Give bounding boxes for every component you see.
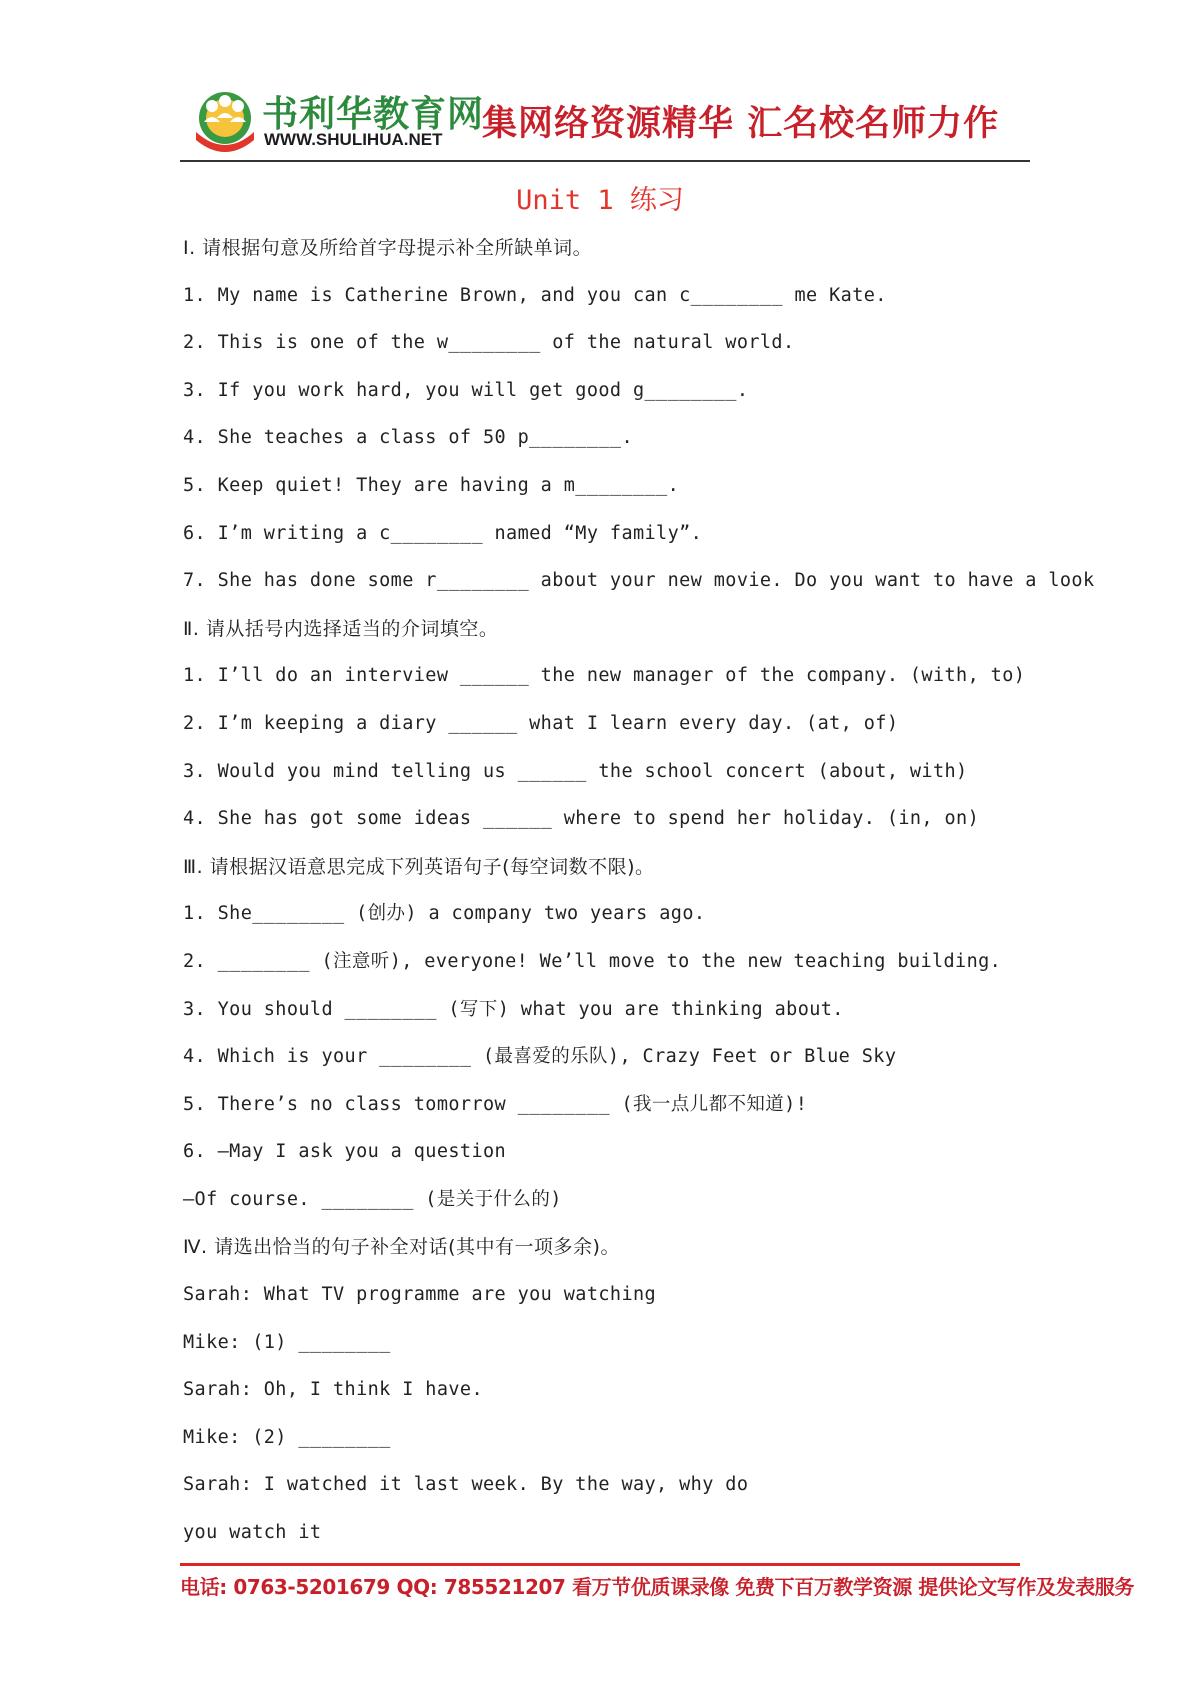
exercise-line: 7. She has done some r________ about your new movie. Do you want to have a look [183,570,1095,592]
section-heading: Ⅲ. 请根据汉语意思完成下列英语句子(每空词数不限)。 [183,855,655,878]
exercise-line: 1. I’ll do an interview ______ the new manager of the company. (with, to) [183,665,1026,687]
page-title: Unit 1 练习 [516,185,684,216]
logo-chinese-name: 书利华教育网 [262,94,485,135]
exercise-line: 6. —May I ask you a question [183,1141,507,1163]
logo-people-icon [190,88,260,152]
section-heading: Ⅱ. 请从括号内选择适当的介词填空。 [183,617,499,640]
header-banner [180,84,1030,160]
footer-divider [180,1563,1020,1566]
exercise-line: 6. I’m writing a c________ named “My family”. [183,522,703,544]
header-slogan: 集网络资源精华 汇名校名师力作 [482,104,1000,144]
exercise-line: 1. She________ (创办) a company two years ago. [183,903,706,925]
exercise-line: 4. Which is your ________ (最喜爱的乐队), Crazy Feet or Blue Sky [183,1046,897,1068]
exercise-line: 4. She has got some ideas ______ where to spend her holiday. (in, on) [183,808,980,830]
section-heading: Ⅳ. 请选出恰当的句子补全对话(其中有一项多余)。 [183,1236,620,1259]
header-divider [180,160,1030,162]
dialogue-line: Sarah: I watched it last week. By the way, why do [183,1474,749,1496]
exercise-line: 2. I’m keeping a diary ______ what I learn every day. (at, of) [183,712,899,734]
exercise-line: 3. If you work hard, you will get good g________. [183,379,749,401]
exercise-line: 3. Would you mind telling us ______ the school concert (about, with) [183,760,968,782]
dialogue-line: Sarah: Oh, I think I have. [183,1379,483,1401]
exercise-content [183,231,1095,1564]
dialogue-line: Sarah: What TV programme are you watching [183,1284,657,1306]
exercise-line: 2. This is one of the w________ of the natural world. [183,332,795,354]
exercise-line: —Of course. ________ (是关于什么的) [183,1188,562,1210]
section-heading: Ⅰ. 请根据句意及所给首字母提示补全所缺单词。 [183,237,593,259]
logo-website: WWW.SHULIHUA.NET [264,130,443,149]
exercise-line: 1. My name is Catherine Brown, and you can c________ me Kate. [183,284,887,306]
exercise-line: 4. She teaches a class of 50 p________. [183,427,633,449]
exercise-line: 2. ________ (注意听), everyone! We’ll move to the new teaching building. [183,950,1002,972]
dialogue-line: you watch it [183,1522,322,1544]
exercise-line: 5. There’s no class tomorrow ________ (我一点儿都不知道)! [183,1093,808,1115]
dialogue-line: Mike: (1) ________ [183,1331,391,1353]
exercise-line: 5. Keep quiet! They are having a m________. [183,474,680,496]
footer-contact: 电话: 0763-5201679 QQ: 785521207 看万节优质课录像 免费下百万教学资源 提供论文写作及发表服务 [180,1575,1134,1599]
dialogue-line: Mike: (2) ________ [183,1426,391,1448]
exercise-line: 3. You should ________ (写下) what you are thinking about. [183,998,844,1020]
